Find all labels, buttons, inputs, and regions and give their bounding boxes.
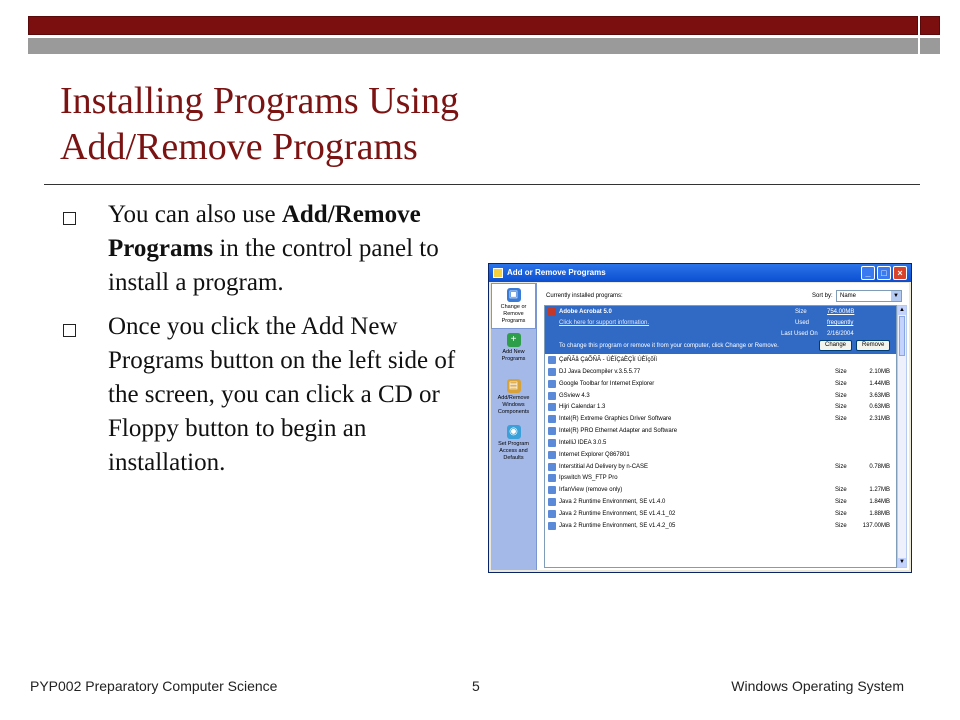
table-row[interactable] <box>545 354 896 366</box>
program-size-label: Size <box>835 416 847 423</box>
top-gray-bar <box>28 38 918 54</box>
list-header <box>538 283 909 305</box>
window-title: Add or Remove Programs <box>507 268 606 277</box>
bullet-item-2 <box>60 310 470 480</box>
program-name: Java 2 Runtime Environment, SE v1.4.2_05 <box>559 522 676 529</box>
program-icon <box>548 486 556 494</box>
program-icon <box>548 415 556 423</box>
sidebar <box>491 283 537 570</box>
program-size-label: Size <box>835 510 847 517</box>
program-size: 137.00MB <box>862 522 890 529</box>
program-size-label: Size <box>835 392 847 399</box>
bullet-1-post: in the control panel to install a program. <box>108 235 439 296</box>
used-value[interactable]: frequently <box>827 320 854 326</box>
program-name: Hijri Calendar 1.3 <box>559 404 606 411</box>
footer-page-number: 5 <box>472 678 480 694</box>
program-access-icon: ◉ <box>507 425 521 439</box>
program-icon <box>548 463 556 471</box>
bullet-1-bold: Add/Remove Programs <box>108 201 421 262</box>
selected-program-row[interactable] <box>545 306 896 354</box>
sidebar-item-label: Change or Remove Programs <box>500 304 527 324</box>
program-size-label: Size <box>835 404 847 411</box>
program-size: 2.10MB <box>869 368 890 375</box>
used-label: Used <box>795 320 810 326</box>
minimize-button[interactable]: _ <box>861 266 875 280</box>
program-rows <box>545 354 896 532</box>
program-size: 3.63MB <box>869 392 890 399</box>
program-name: Google Toolbar for Internet Explorer <box>559 380 655 387</box>
table-row[interactable] <box>545 520 896 532</box>
remove-button[interactable]: Remove <box>856 340 890 351</box>
program-size-label: Size <box>835 463 847 470</box>
sidebar-item-change-remove[interactable] <box>491 283 536 329</box>
sort-by-value: Name <box>840 293 857 299</box>
selected-program-name: Adobe Acrobat 5.0 <box>559 309 612 315</box>
chevron-down-icon[interactable]: ▼ <box>891 291 901 301</box>
last-used-value: 2/16/2004 <box>827 331 854 337</box>
scroll-up-icon[interactable]: ▲ <box>899 307 905 313</box>
program-icon <box>548 439 556 447</box>
support-info-link[interactable]: Click here for support information. <box>559 320 650 326</box>
sort-by-select[interactable] <box>836 290 902 302</box>
program-size-label: Size <box>835 380 847 387</box>
sidebar-item-windows-components[interactable] <box>491 375 536 421</box>
title-divider <box>44 184 920 185</box>
table-row[interactable] <box>545 508 896 520</box>
program-size: 2.31MB <box>869 416 890 423</box>
table-row[interactable] <box>545 401 896 413</box>
title-line-2: Add/Remove Programs <box>60 126 418 168</box>
maximize-button[interactable]: □ <box>877 266 891 280</box>
square-bullet-icon <box>63 324 76 337</box>
windows-components-icon: ▤ <box>507 379 521 393</box>
program-icon <box>548 368 556 376</box>
program-size: 1.88MB <box>869 510 890 517</box>
cd-box-icon: ▣ <box>507 288 521 302</box>
change-remove-hint: To change this program or remove it from your computer, click Change or Remove. <box>559 343 779 349</box>
program-name: IrfanView (remove only) <box>559 487 623 494</box>
program-size: 0.78MB <box>869 463 890 470</box>
window-titlebar[interactable] <box>489 264 911 282</box>
add-program-icon: + <box>507 333 521 347</box>
bullet-1-pre: You can also use <box>108 201 276 228</box>
sidebar-item-label: Add New Programs <box>501 349 526 362</box>
top-accent-square <box>920 16 940 35</box>
program-name: DJ Java Decompiler v.3.5.5.77 <box>559 368 641 375</box>
acrobat-icon <box>548 308 556 316</box>
program-name: Java 2 Runtime Environment, SE v1.4.0 <box>559 499 666 506</box>
program-name: IntelliJ IDEA 3.0.5 <box>559 439 607 446</box>
bullet-2-text: Once you click the Add New Programs button on the left side of the screen, you can click a CD or Floppy button to begin an installation. <box>108 313 456 476</box>
window-body <box>491 283 909 570</box>
program-icon <box>548 474 556 482</box>
program-icon <box>548 498 556 506</box>
footer-topic: Windows Operating System <box>731 678 904 694</box>
program-name: Intel(R) PRO Ethernet Adapter and Software <box>559 428 678 435</box>
program-name: GSview 4.3 <box>559 392 590 399</box>
table-row[interactable] <box>545 449 896 461</box>
bullet-list <box>60 198 470 490</box>
program-icon <box>548 403 556 411</box>
square-bullet-icon <box>63 212 76 225</box>
last-used-label: Last Used On <box>781 331 818 337</box>
program-icon <box>548 522 556 530</box>
sidebar-item-label: Add/Remove Windows Components <box>497 395 530 415</box>
currently-installed-label: Currently installed programs: <box>546 293 623 299</box>
program-icon <box>548 380 556 388</box>
program-icon <box>548 451 556 459</box>
top-gray-square <box>920 38 940 54</box>
program-icon <box>548 510 556 518</box>
program-size-label: Size <box>835 499 847 506</box>
sidebar-item-program-access[interactable] <box>491 421 536 467</box>
sidebar-item-add-new[interactable] <box>491 329 536 375</box>
program-icon <box>548 356 556 364</box>
table-row[interactable] <box>545 484 896 496</box>
program-name: Java 2 Runtime Environment, SE v1.4.1_02 <box>559 510 676 517</box>
program-name: Ipswitch WS_FTP Pro <box>559 475 618 482</box>
program-size-label: Size <box>835 368 847 375</box>
scroll-down-icon[interactable]: ▼ <box>899 559 905 565</box>
size-label: Size <box>795 309 807 315</box>
program-size: 1.44MB <box>869 380 890 387</box>
sort-by-label: Sort by: <box>812 293 833 299</box>
control-panel-icon <box>493 268 503 278</box>
top-accent-bar <box>28 16 918 35</box>
close-button[interactable]: × <box>893 266 907 280</box>
programs-list[interactable] <box>544 305 897 568</box>
table-row[interactable] <box>545 461 896 473</box>
program-name: Internet Explorer Q867801 <box>559 451 630 458</box>
footer-course: PYP002 Preparatory Computer Science <box>30 678 278 694</box>
program-name: Intel(R) Extreme Graphics Driver Software <box>559 416 672 423</box>
program-size-label: Size <box>835 522 847 529</box>
program-name: Interstitial Ad Delivery by n-CASE <box>559 463 649 470</box>
program-size: 1.27MB <box>869 487 890 494</box>
bullet-item-1 <box>60 198 470 300</box>
main-pane <box>538 283 909 570</box>
sidebar-item-label: Set Program Access and Defaults <box>498 441 529 461</box>
program-size: 0.63MB <box>869 404 890 411</box>
program-icon <box>548 427 556 435</box>
table-row[interactable] <box>545 390 896 402</box>
table-row[interactable] <box>545 378 896 390</box>
add-remove-programs-window <box>488 263 912 573</box>
slide-title <box>60 78 920 170</box>
size-value[interactable]: 754.00MB <box>827 309 855 315</box>
table-row[interactable] <box>545 366 896 378</box>
list-scrollbar[interactable] <box>897 305 907 568</box>
change-button[interactable]: Change <box>819 340 852 351</box>
table-row[interactable] <box>545 496 896 508</box>
table-row[interactable] <box>545 425 896 437</box>
program-icon <box>548 392 556 400</box>
table-row[interactable] <box>545 437 896 449</box>
title-line-1: Installing Programs Using <box>60 80 459 122</box>
scroll-thumb[interactable] <box>899 316 905 356</box>
slide-footer <box>0 678 960 698</box>
program-size: 1.84MB <box>869 499 890 506</box>
program-size-label: Size <box>835 487 847 494</box>
table-row[interactable] <box>545 413 896 425</box>
program-name: ÇøÑÃå ÇáÕÑÃ - ÚÈÏÇáÈÇÏí ÚÈÏçõÏí <box>559 357 658 363</box>
table-row[interactable] <box>545 472 896 484</box>
